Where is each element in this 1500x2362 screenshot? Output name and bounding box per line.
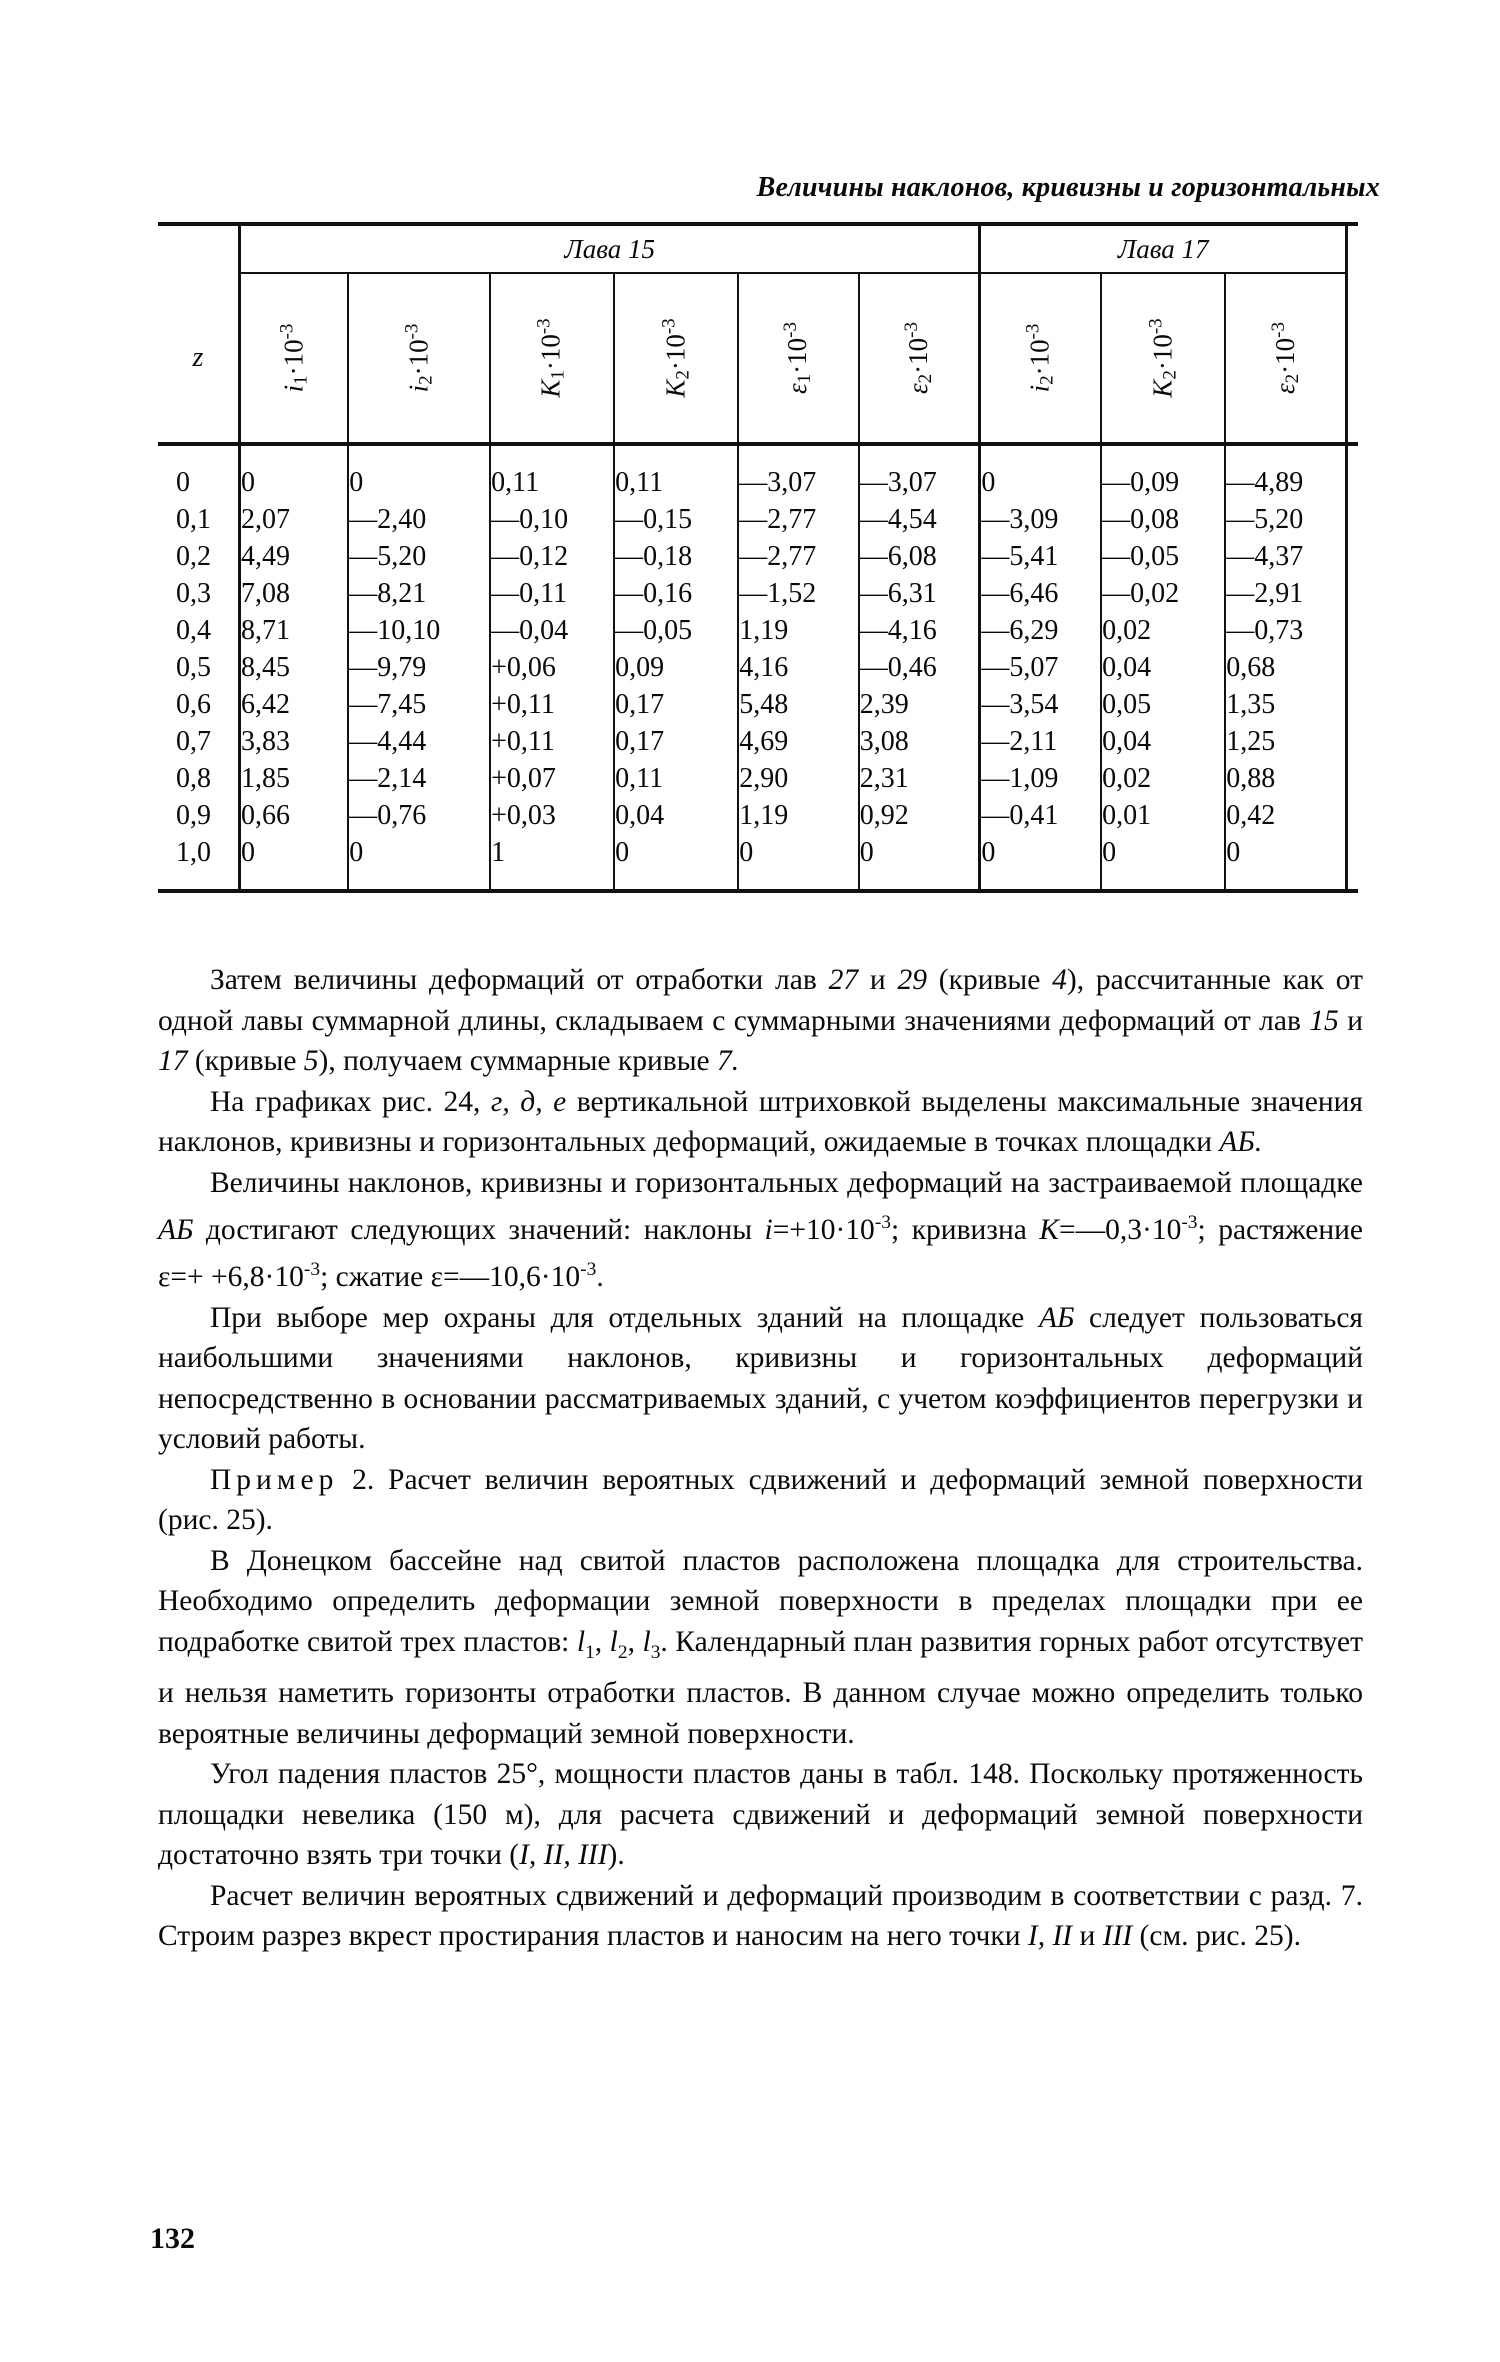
- cell-z: 0,7: [176, 725, 211, 757]
- bottom-5: [738, 871, 858, 891]
- column-header-i2-lava17: $i_2\cdot 10^{-3}$: [980, 273, 1101, 444]
- cell-eps2b: 1,35: [1225, 686, 1346, 723]
- table-row: [158, 723, 1358, 760]
- cell-k1: +0,11: [490, 723, 614, 760]
- cell-eps1: —3,07: [738, 464, 858, 501]
- paragraph: Расчет величин вероятных сдвижений и деформаций производим в соответствии с разд. 7. Строим разрез вкрест простирания пластов и наносим на него точки I, II и III (см. рис. 25).: [158, 1879, 1363, 1953]
- cell-i1: 0,66: [240, 797, 349, 834]
- cell-i2: 0: [348, 464, 490, 501]
- cell-k2b: 0,02: [1101, 760, 1225, 797]
- cell-eps2: —6,31: [859, 575, 980, 612]
- cell-k2b: —0,08: [1101, 501, 1225, 538]
- cell-k2b: 0: [1101, 834, 1225, 871]
- cell-eps1: —2,77: [738, 501, 858, 538]
- table-group-header-row: [158, 224, 1358, 273]
- group-header-corner: [158, 224, 240, 273]
- cell-z: 0,6: [176, 688, 211, 720]
- deformation-table: [158, 222, 1358, 893]
- cell-k2b: —0,05: [1101, 538, 1225, 575]
- cell-k1: +0,03: [490, 797, 614, 834]
- cell-i2b: —2,11: [980, 723, 1101, 760]
- column-header-eps2-lava15: $\varepsilon_2\cdot 10^{-3}$: [859, 273, 980, 444]
- cell-k2: 0,09: [614, 649, 738, 686]
- cell-i1: 0: [240, 834, 349, 871]
- row-edge: [1347, 797, 1359, 834]
- bottom-4: [614, 871, 738, 891]
- cell-i2b: —3,54: [980, 686, 1101, 723]
- bottom-7: [980, 871, 1101, 891]
- cell-k1: +0,06: [490, 649, 614, 686]
- table-row: [158, 538, 1358, 575]
- bottom-2: [348, 871, 490, 891]
- row-edge: [1347, 760, 1359, 797]
- cell-z: 0,1: [176, 503, 211, 535]
- cell-i2b: 0: [980, 834, 1101, 871]
- cell-i1: 8,45: [240, 649, 349, 686]
- table-right-edge-2: [1347, 273, 1359, 444]
- cell-eps2b: 0: [1225, 834, 1346, 871]
- body-text: [158, 960, 1363, 1957]
- cell-eps1: 1,19: [738, 612, 858, 649]
- table-right-edge: [1347, 224, 1359, 273]
- row-edge: [1347, 723, 1359, 760]
- cell-eps2b: —4,89: [1225, 464, 1346, 501]
- cell-k2: —0,15: [614, 501, 738, 538]
- cell-eps2: —4,54: [859, 501, 980, 538]
- cell-k2: —0,18: [614, 538, 738, 575]
- cell-eps2: —0,46: [859, 649, 980, 686]
- table-row: [158, 649, 1358, 686]
- page-number: 132: [150, 2222, 195, 2255]
- cell-i1: 8,71: [240, 612, 349, 649]
- cell-eps2b: 0,42: [1225, 797, 1346, 834]
- cell-eps2: —3,07: [859, 464, 980, 501]
- spacer-3: [490, 446, 614, 464]
- paragraph: Пример 2. Расчет величин вероятных сдвижений и деформаций земной поверхности (рис. 25).: [158, 1463, 1363, 1537]
- cell-k2: 0,17: [614, 686, 738, 723]
- column-header-i1-lava15: $i_1\cdot 10^{-3}$: [240, 273, 349, 444]
- cell-k1: +0,07: [490, 760, 614, 797]
- table-spacer-row-bottom: [158, 871, 1358, 891]
- cell-eps1: 2,90: [738, 760, 858, 797]
- cell-i1: 4,49: [240, 538, 349, 575]
- row-edge: [1347, 464, 1359, 501]
- table-row: [158, 501, 1358, 538]
- cell-i2b: —5,07: [980, 649, 1101, 686]
- spacer-2: [348, 446, 490, 464]
- cell-i2: —2,40: [348, 501, 490, 538]
- bottom-6: [859, 871, 980, 891]
- paragraph: Затем величины деформаций от отработки лав 27 и 29 (кривые 4), рассчитанные как от одной лавы суммарной длины, складываем с суммарными значениями деформаций от лав 15 и 17 (кривые 5), получаем суммарные кривые 7.: [158, 964, 1363, 1077]
- row-edge: [1347, 834, 1359, 871]
- cell-i2: —9,79: [348, 649, 490, 686]
- spacer-6: [859, 446, 980, 464]
- cell-eps2b: —0,73: [1225, 612, 1346, 649]
- cell-k2b: 0,02: [1101, 612, 1225, 649]
- cell-k1: —0,10: [490, 501, 614, 538]
- spacer-edge: [1347, 446, 1359, 464]
- cell-k1: 0,11: [490, 464, 614, 501]
- cell-eps2b: 0,88: [1225, 760, 1346, 797]
- cell-z: 0,4: [176, 614, 211, 646]
- cell-z: 0,5: [176, 651, 211, 683]
- cell-i2: —7,45: [348, 686, 490, 723]
- cell-eps2b: 1,25: [1225, 723, 1346, 760]
- cell-eps2b: 0,68: [1225, 649, 1346, 686]
- paragraph: Угол падения пластов 25°, мощности пластов даны в табл. 148. Поскольку протяженность площадки невелика (150 м), для расчета сдвижений и деформаций земной поверхности достаточно взять три точки (I, II, III).: [158, 1758, 1363, 1872]
- spacer-5: [738, 446, 858, 464]
- cell-i2b: —6,46: [980, 575, 1101, 612]
- bottom-edge: [1347, 871, 1359, 891]
- cell-i2b: —6,29: [980, 612, 1101, 649]
- cell-k1: —0,12: [490, 538, 614, 575]
- table-row: [158, 760, 1358, 797]
- cell-k2: 0,11: [614, 464, 738, 501]
- table-row: [158, 797, 1358, 834]
- cell-z: 0,3: [176, 577, 211, 609]
- bottom-9: [1225, 871, 1346, 891]
- cell-i2: —8,21: [348, 575, 490, 612]
- row-edge: [1347, 538, 1359, 575]
- cell-i1: 1,85: [240, 760, 349, 797]
- cell-eps2: 0,92: [859, 797, 980, 834]
- cell-eps2: 0: [859, 834, 980, 871]
- paragraph: В Донецком бассейне над свитой пластов расположена площадка для строительства. Необходимо определить деформации земной поверхности в пределах площадки при ее подработке свитой трех пластов: $l_1$, $l_2$, $l_3$. Календарный план развития горных работ отсутствует и нельзя наметить горизонты отработки пластов. В данном случае можно определить только вероятные величины деформаций земной поверхности.: [158, 1544, 1364, 1750]
- spacer-7: [980, 446, 1101, 464]
- cell-eps2: 2,39: [859, 686, 980, 723]
- cell-i1: 6,42: [240, 686, 349, 723]
- column-header-z: z: [192, 341, 204, 373]
- cell-eps1: —2,77: [738, 538, 858, 575]
- table-row: [158, 686, 1358, 723]
- paragraph: На графиках рис. 24, г, д, е вертикальной штриховкой выделены максимальные значения наклонов, кривизны и горизонтальных деформаций, ожидаемые в точках площадки АБ.: [158, 1085, 1363, 1158]
- table-spacer-row-top: [158, 446, 1358, 464]
- cell-eps1: —1,52: [738, 575, 858, 612]
- cell-k2b: 0,01: [1101, 797, 1225, 834]
- column-header-eps1-lava15: $\varepsilon_1\cdot 10^{-3}$: [738, 273, 858, 444]
- cell-i1: 2,07: [240, 501, 349, 538]
- row-edge: [1347, 686, 1359, 723]
- table-row: [158, 834, 1358, 871]
- column-header-k2-lava17: $K_2\cdot 10^{-3}$: [1101, 273, 1225, 444]
- cell-i2b: 0: [980, 464, 1101, 501]
- cell-z: 1,0: [176, 836, 211, 868]
- column-header-eps2-lava17: $\varepsilon_2\cdot 10^{-3}$: [1225, 273, 1346, 444]
- cell-eps2: 3,08: [859, 723, 980, 760]
- cell-i2b: —3,09: [980, 501, 1101, 538]
- group-header-lava-15: Лава 15: [240, 224, 980, 273]
- bottom-1: [240, 871, 349, 891]
- cell-i2: —5,20: [348, 538, 490, 575]
- table-row: [158, 575, 1358, 612]
- cell-k2b: —0,02: [1101, 575, 1225, 612]
- cell-eps1: 0: [738, 834, 858, 871]
- table-row: [158, 464, 1358, 501]
- cell-eps2: 2,31: [859, 760, 980, 797]
- cell-k2: —0,16: [614, 575, 738, 612]
- cell-i2b: —5,41: [980, 538, 1101, 575]
- cell-k2: 0,11: [614, 760, 738, 797]
- column-header-k2-lava15: $K_2\cdot 10^{-3}$: [614, 273, 738, 444]
- group-header-lava-17: Лава 17: [980, 224, 1347, 273]
- cell-k1: —0,04: [490, 612, 614, 649]
- row-edge: [1347, 649, 1359, 686]
- cell-k2b: —0,09: [1101, 464, 1225, 501]
- column-header-k1-lava15: $K_1\cdot 10^{-3}$: [490, 273, 614, 444]
- cell-eps1: 5,48: [738, 686, 858, 723]
- row-edge: [1347, 575, 1359, 612]
- cell-z: 0: [176, 466, 190, 498]
- spacer-4: [614, 446, 738, 464]
- cell-i2b: —1,09: [980, 760, 1101, 797]
- cell-i2b: —0,41: [980, 797, 1101, 834]
- cell-k2b: 0,04: [1101, 649, 1225, 686]
- cell-i1: 3,83: [240, 723, 349, 760]
- cell-z: 0,9: [176, 799, 211, 831]
- table-column-header-row: [158, 273, 1358, 444]
- bottom-8: [1101, 871, 1225, 891]
- table-row: [158, 612, 1358, 649]
- cell-k1: +0,11: [490, 686, 614, 723]
- cell-k1: 1: [490, 834, 614, 871]
- cell-k2b: 0,05: [1101, 686, 1225, 723]
- bottom-3: [490, 871, 614, 891]
- spacer-1: [240, 446, 349, 464]
- cell-eps2: —6,08: [859, 538, 980, 575]
- paragraph: При выборе мер охраны для отдельных зданий на площадке АБ следует пользоваться наибольшими значениями наклонов, кривизны и горизонтальных деформаций непосредственно в основании рассматриваемых зданий, с учетом коэффициентов перегрузки и условий работы.: [158, 1301, 1363, 1456]
- cell-k2: 0,17: [614, 723, 738, 760]
- bottom-z: [158, 871, 240, 891]
- cell-eps2b: —2,91: [1225, 575, 1346, 612]
- running-head: Величины наклонов, кривизны и горизонтальных: [756, 172, 1380, 203]
- cell-i2: —2,14: [348, 760, 490, 797]
- cell-i1: 0: [240, 464, 349, 501]
- cell-z: 0,2: [176, 540, 211, 572]
- cell-k2: 0,04: [614, 797, 738, 834]
- cell-i2: —0,76: [348, 797, 490, 834]
- column-header-i2-lava15: $i_2\cdot 10^{-3}$: [348, 273, 490, 444]
- cell-eps1: 4,16: [738, 649, 858, 686]
- cell-i2: —10,10: [348, 612, 490, 649]
- cell-eps1: 1,19: [738, 797, 858, 834]
- cell-k1: —0,11: [490, 575, 614, 612]
- cell-eps1: 4,69: [738, 723, 858, 760]
- paragraph: Величины наклонов, кривизны и горизонтальных деформаций на застраиваемой площадке АБ достигают следующих значений: наклоны $i=+10\cdot 10^{-3}$; кривизна $K=—0,3\cdot 10^{-3}$; растяжение $\varepsilon=+ +6,8\cdot 10^{-3}$; сжатие $\varepsilon=—10,6\cdot 10^{-3}$.: [158, 1166, 1363, 1294]
- cell-i2: —4,44: [348, 723, 490, 760]
- spacer-z: [158, 446, 240, 464]
- row-edge: [1347, 501, 1359, 538]
- cell-eps2b: —4,37: [1225, 538, 1346, 575]
- spacer-9: [1225, 446, 1346, 464]
- cell-z: 0,8: [176, 762, 211, 794]
- cell-k2b: 0,04: [1101, 723, 1225, 760]
- cell-i2: 0: [348, 834, 490, 871]
- row-edge: [1347, 612, 1359, 649]
- cell-k2: 0: [614, 834, 738, 871]
- cell-k2: —0,05: [614, 612, 738, 649]
- data-table-wrapper: [158, 222, 1358, 893]
- cell-eps2b: —5,20: [1225, 501, 1346, 538]
- cell-eps2: —4,16: [859, 612, 980, 649]
- spacer-8: [1101, 446, 1225, 464]
- cell-i1: 7,08: [240, 575, 349, 612]
